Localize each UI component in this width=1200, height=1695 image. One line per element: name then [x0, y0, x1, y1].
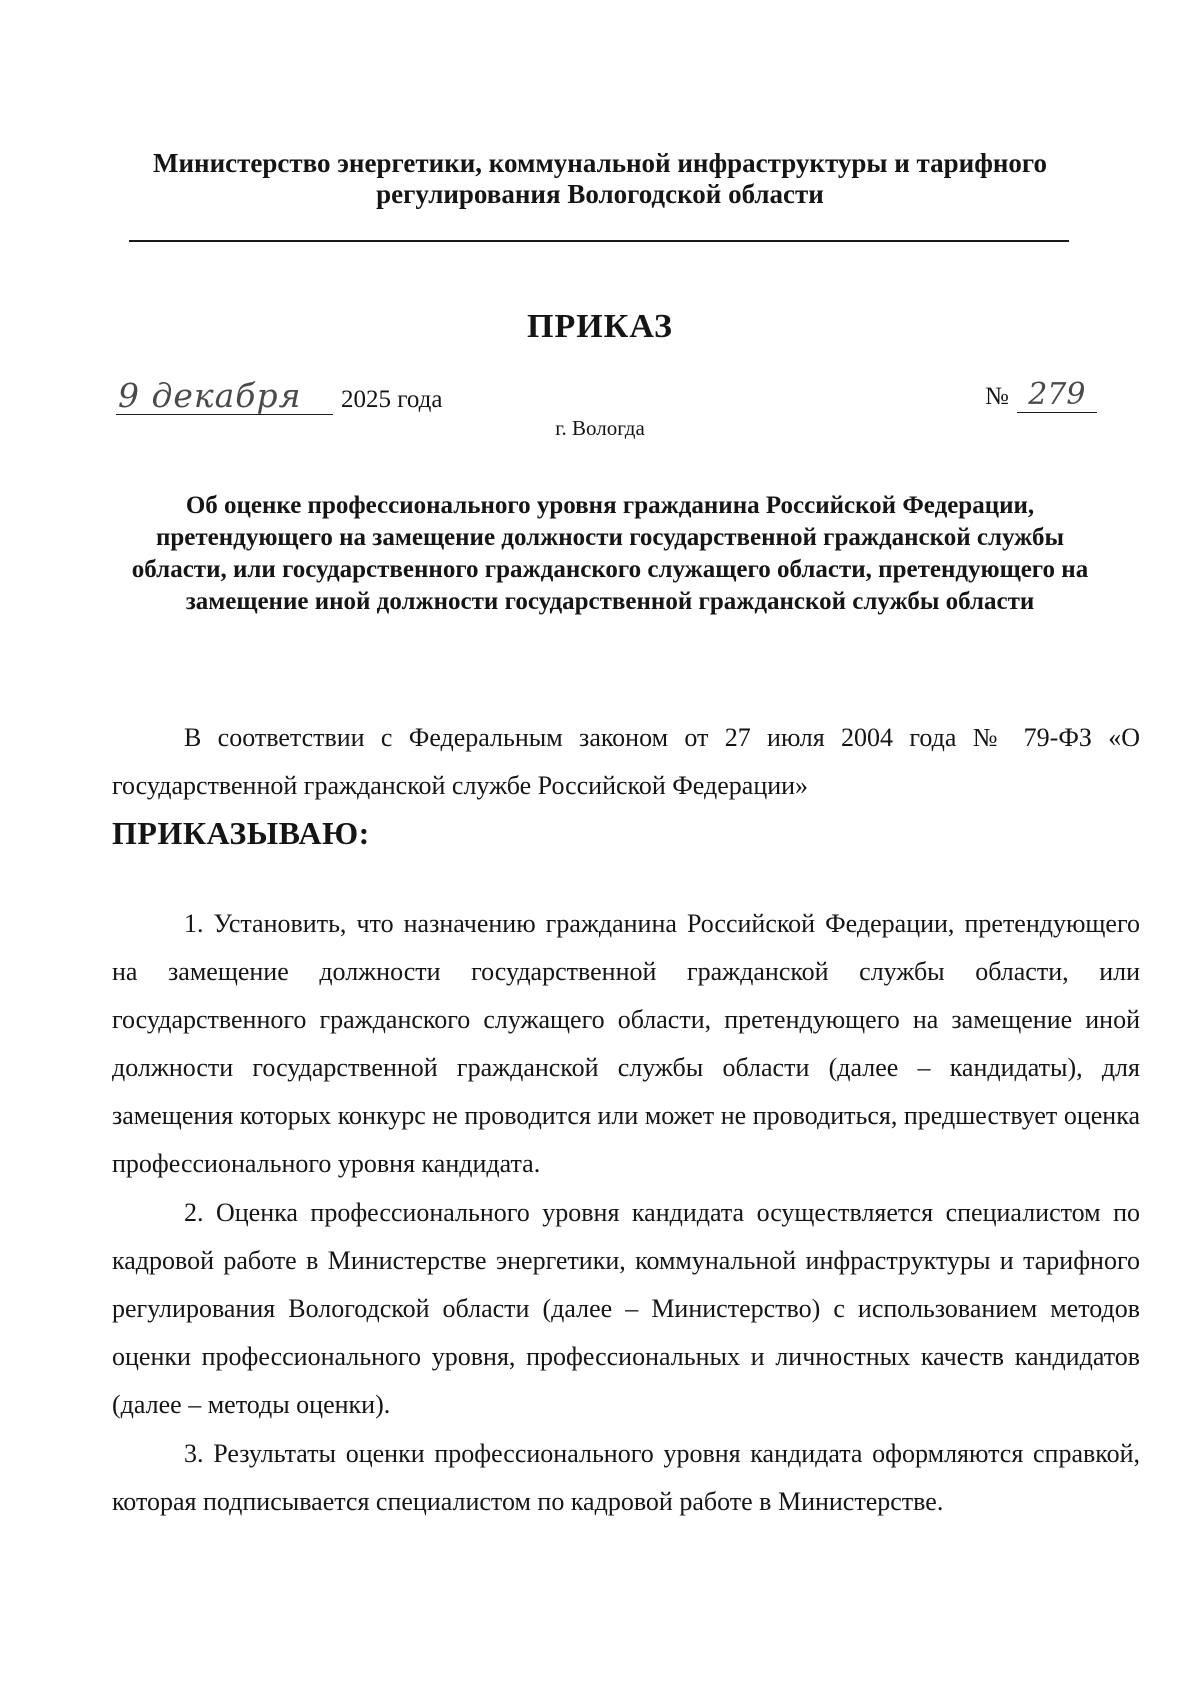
document-type-title: ПРИКАЗ — [527, 308, 673, 345]
order-item: 1. Установить, что назначению гражданина Российской Федерации, претендующего на замещение должности государственной гражданской службы области, или государственного гражданского служащего области, претендующего на замещение иной должности государственной гражданской службы области (далее – кандидаты), для замещения которых конкурс не проводится или может не проводиться, предшествует оценка профессионального уровня кандидата. — [112, 909, 1140, 1178]
document-number — [985, 378, 1097, 413]
date-year: 2025 года — [341, 386, 443, 413]
order-items — [112, 900, 1140, 1527]
handwritten-date: 9 декабря — [116, 378, 333, 415]
handwritten-number: 279 — [1017, 378, 1097, 413]
issue-city: г. Вологда — [555, 416, 645, 440]
preamble-paragraph: В соответствии с Федеральным законом от 27 июля 2004 года № 79-ФЗ «О государственной гражданской службе Российской Федерации» — [112, 723, 1140, 800]
order-directive: ПРИКАЗЫВАЮ: — [112, 815, 370, 851]
organization-name: Министерство энергетики, коммунальной инфраструктуры и тарифного регулирования Вологодской области — [152, 148, 1048, 209]
order-item: 3. Результаты оценки профессионального уровня кандидата оформляются справкой, которая подписывается специалистом по кадровой работе в Министерстве. — [112, 1439, 1140, 1516]
order-subject: Об оценке профессионального уровня гражданина Российской Федерации, претендующего на замещение должности государственной гражданской службы области, или государственного гражданского служащего области, претендующего на замещение иной должности государственной гражданской службы области — [131, 492, 1089, 615]
order-item: 2. Оценка профессионального уровня кандидата осуществляется специалистом по кадровой работе в Министерстве энергетики, коммунальной инфраструктуры и тарифного регулирования Вологодской области (далее – Министерство) с использованием методов оценки профессионального уровня, профессиональных и личностных качеств кандидатов (далее – методы оценки). — [112, 1198, 1140, 1419]
document-date — [116, 378, 442, 418]
header-divider — [129, 240, 1069, 242]
number-prefix: № — [985, 383, 1009, 410]
